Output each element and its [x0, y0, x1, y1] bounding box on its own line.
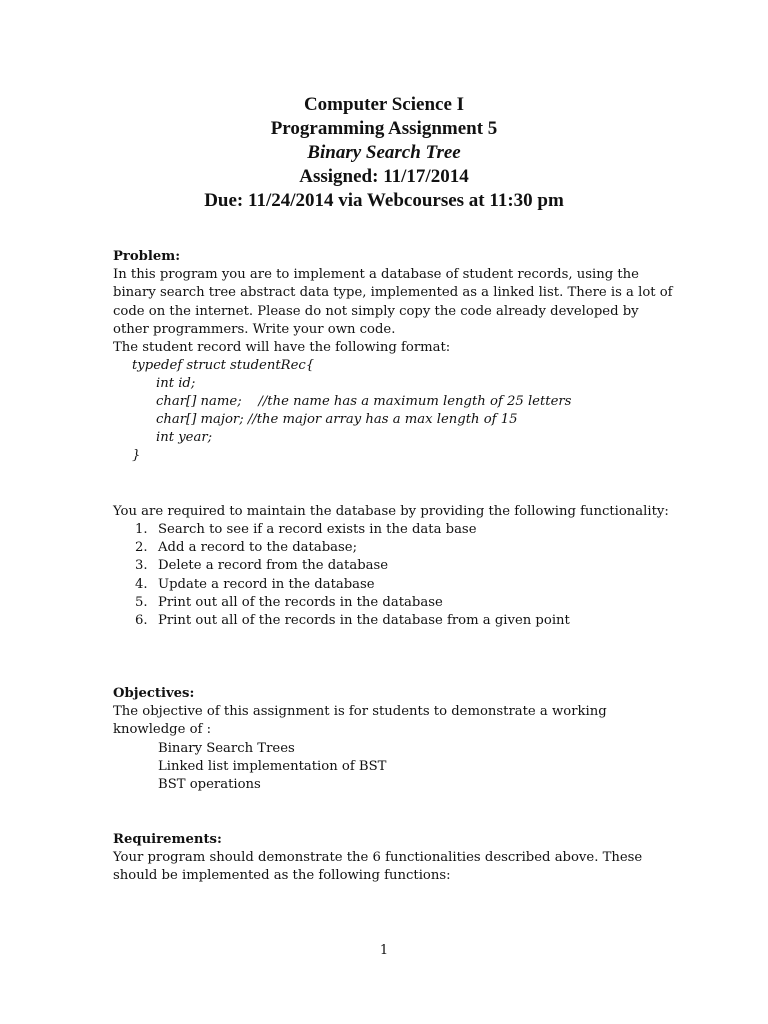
problem-section [113, 248, 673, 357]
topic-title: Binary Search Tree [307, 142, 461, 163]
list-text: Print out all of the records in the database from a given point [158, 613, 570, 629]
problem-line: In this program you are to implement a database of student records, using the [113, 267, 639, 283]
list-item [113, 521, 570, 539]
code-struct-open: typedef struct studentRec{ [132, 358, 315, 373]
assignment-title: Programming Assignment 5 [270, 118, 498, 139]
list-number: 1. [135, 522, 148, 537]
assigned-date: Assigned: 11/17/2014 [299, 166, 469, 187]
due-date: Due: 11/24/2014 via Webcourses at 11:30 pm [204, 190, 564, 211]
list-item [113, 539, 570, 557]
page-number: 1 [379, 943, 389, 958]
functionality-list [113, 521, 570, 630]
list-item [113, 594, 570, 612]
objective-item: Binary Search Trees [158, 741, 295, 756]
list-number: 4. [135, 576, 148, 592]
list-number: 3. [135, 558, 148, 574]
objective-item: Linked list implementation of BST [158, 759, 387, 774]
list-number: 2. [135, 540, 148, 556]
course-title: Computer Science I [303, 94, 465, 115]
list-text: Delete a record from the database [158, 558, 389, 574]
list-text: Search to see if a record exists in the data base [158, 522, 477, 537]
list-text: Print out all of the records in the database [158, 594, 443, 610]
objectives-line: knowledge of : [113, 722, 212, 738]
requirements-line: Your program should demonstrate the 6 functionalities described above. These [113, 850, 643, 866]
code-field-id: int id; [156, 376, 196, 391]
code-field-year: int year; [156, 430, 213, 445]
objectives-heading: Objectives: [113, 686, 195, 701]
list-text: Update a record in the database [158, 576, 375, 592]
list-item [113, 557, 570, 575]
code-field-name: char[] name; //the name has a maximum length of 25 letters [156, 394, 572, 409]
list-number: 5. [135, 594, 148, 610]
requirements-line: should be implemented as the following functions: [113, 868, 451, 884]
problem-heading: Problem: [113, 249, 181, 264]
problem-line: The student record will have the following format: [113, 340, 451, 356]
requirements-heading: Requirements: [113, 832, 222, 847]
list-text: Add a record to the database; [158, 540, 358, 556]
list-item [113, 612, 570, 630]
objectives-line: The objective of this assignment is for students to demonstrate a working [113, 704, 607, 720]
objective-item: BST operations [158, 777, 261, 792]
code-struct-close: } [132, 448, 141, 463]
problem-line: code on the internet. Please do not simply copy the code already developed by [113, 303, 639, 319]
objectives-section [113, 685, 673, 740]
list-item [113, 576, 570, 594]
code-field-major: char[] major; //the major array has a max length of 15 [156, 412, 518, 427]
list-number: 6. [135, 613, 148, 629]
requirements-section [113, 831, 673, 886]
problem-line: binary search tree abstract data type, implemented as a linked list. There is a lot of [113, 285, 673, 301]
problem-line: other programmers. Write your own code. [113, 321, 396, 337]
functionality-intro: You are required to maintain the database by providing the following functionality: [113, 504, 669, 519]
